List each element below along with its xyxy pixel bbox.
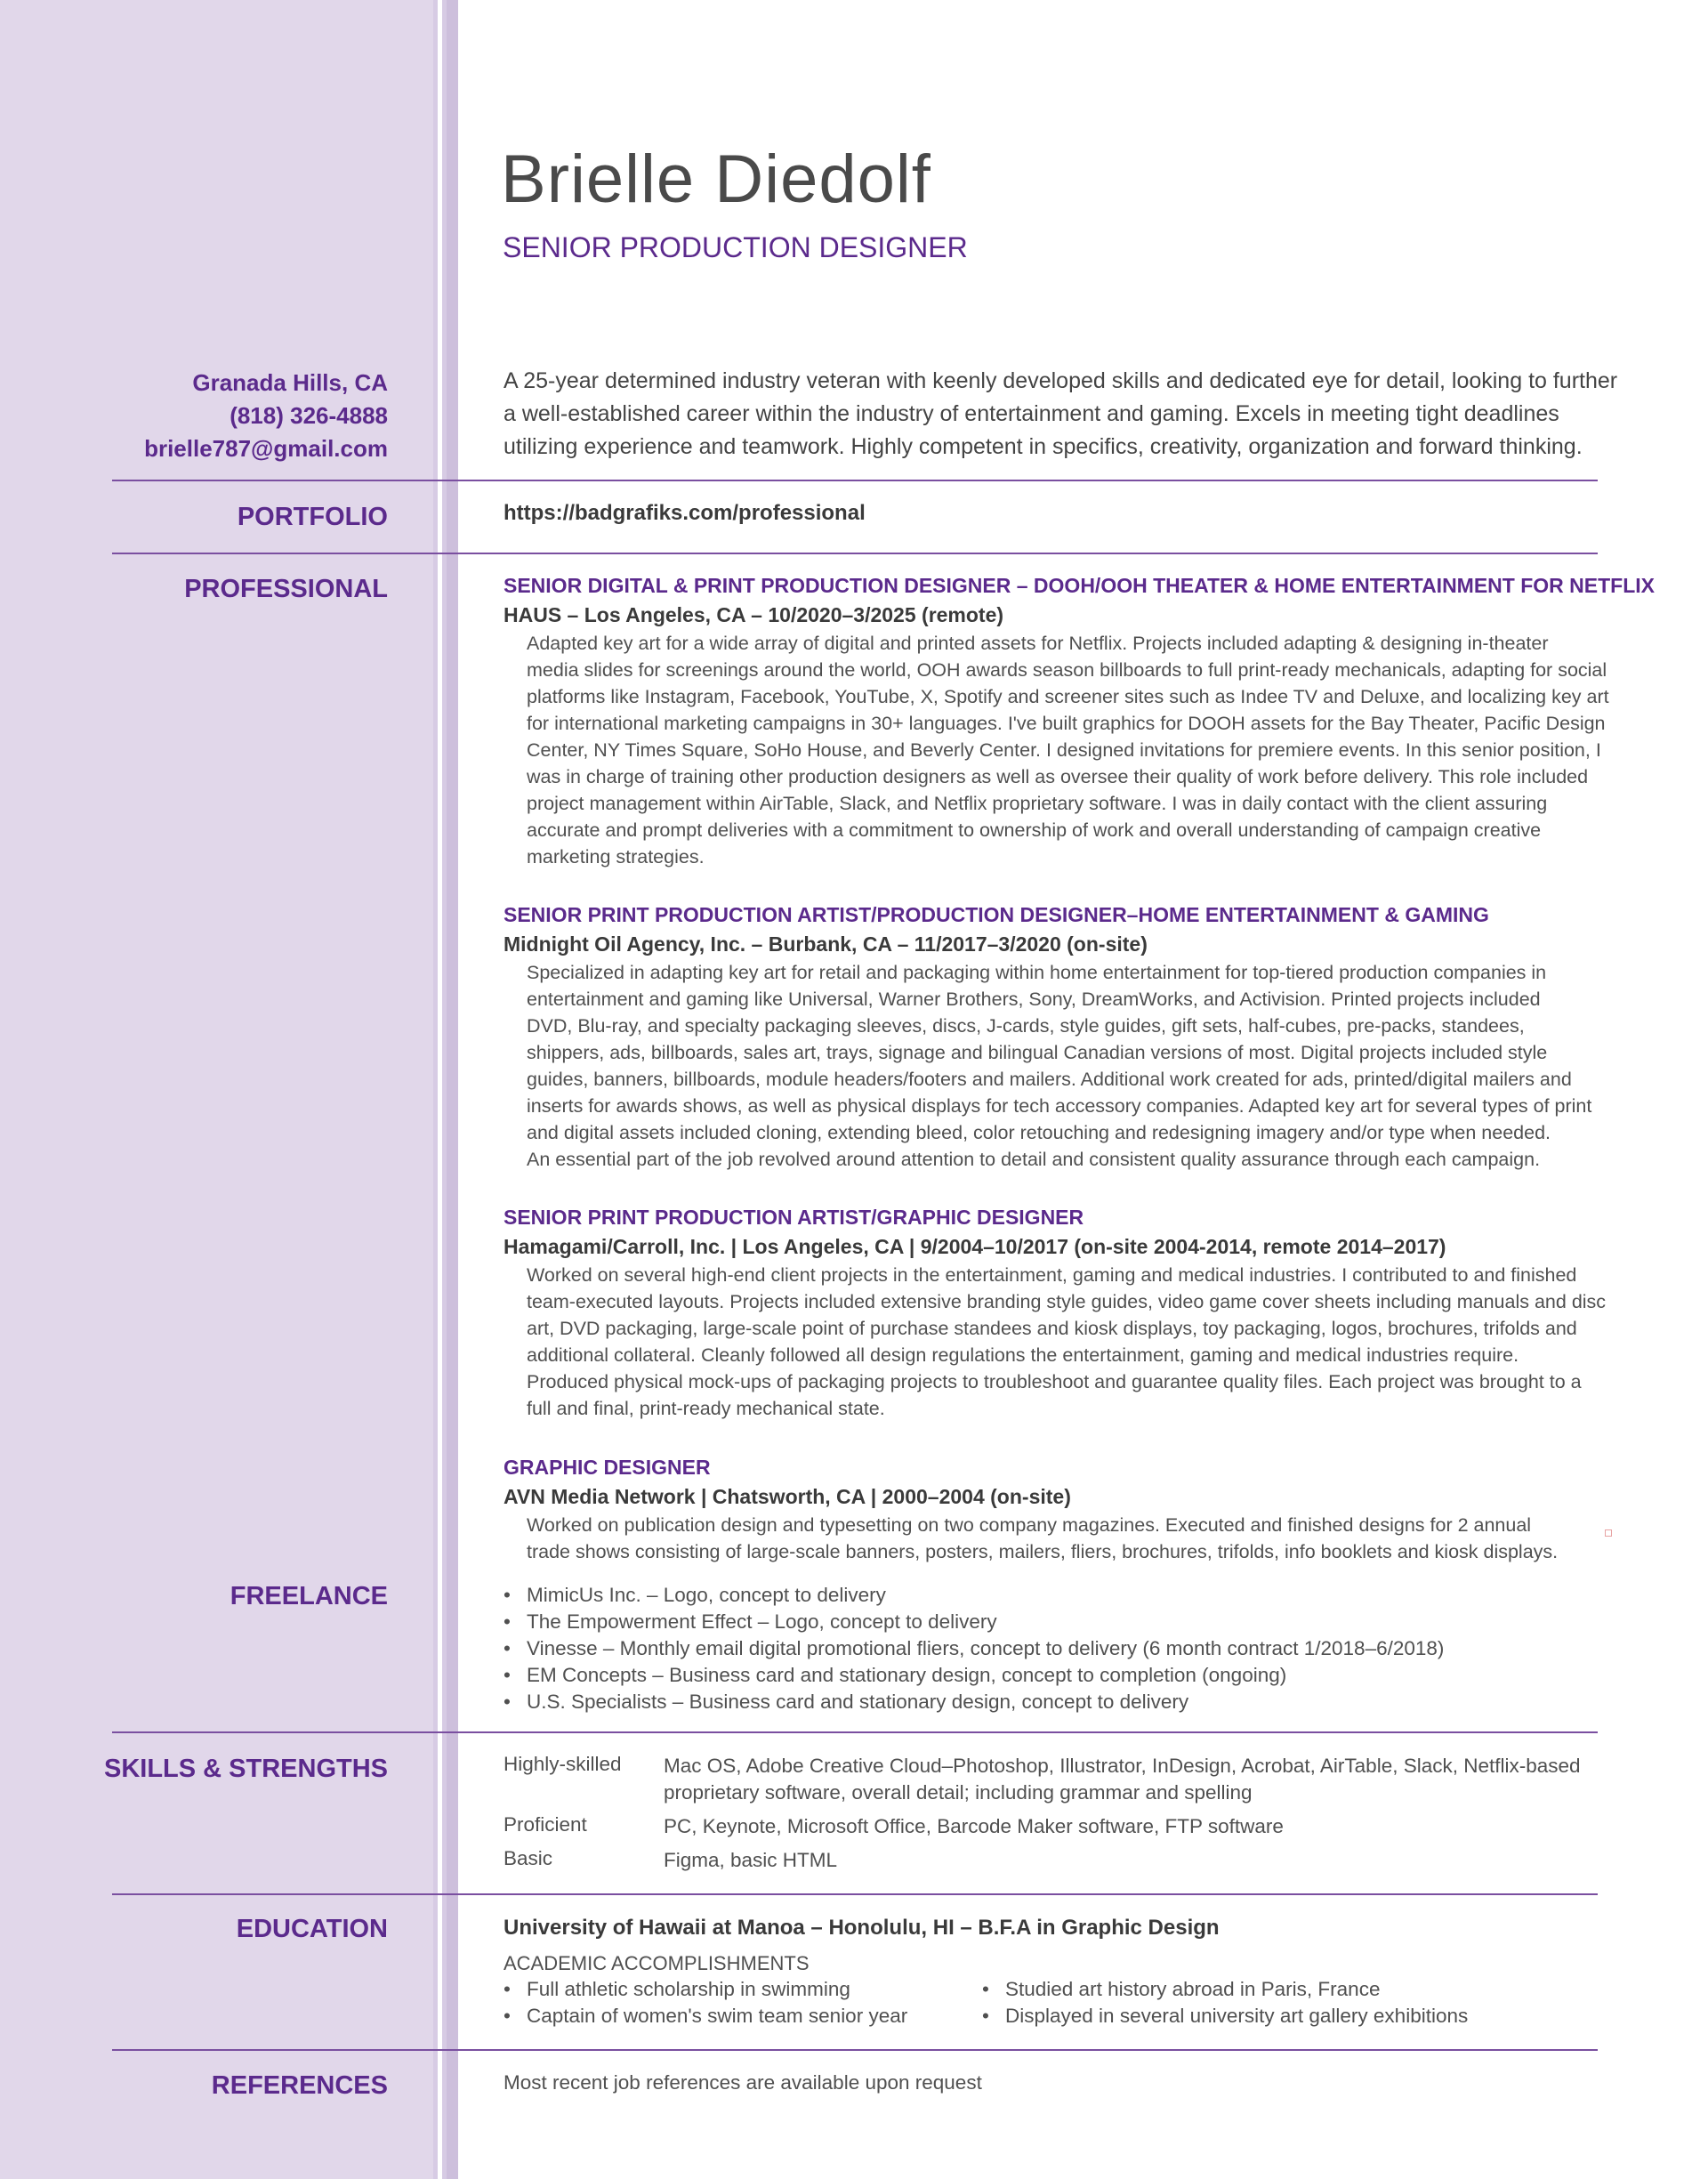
- list-item-text: Vinesse – Monthly email digital promotional fliers, concept to delivery (6 month contract 1/2018–6/2018): [527, 1637, 1445, 1659]
- job-description-line: team-executed layouts. Projects included extensive branding style guides, video game cover sheets including manuals and disc: [527, 1291, 1607, 1312]
- section-divider: [112, 553, 1598, 554]
- portfolio-link[interactable]: https://badgrafiks.com/professional: [504, 501, 866, 525]
- job-company: AVN Media Network | Chatsworth, CA | 2000–2004 (on-site): [504, 1485, 1071, 1508]
- section-label-professional: PROFESSIONAL: [184, 575, 388, 603]
- job-description: [504, 959, 1607, 1173]
- resume-subtitle: SENIOR PRODUCTION DESIGNER: [503, 231, 968, 263]
- job-description: [504, 1512, 1607, 1565]
- list-item-text: The Empowerment Effect – Logo, concept to delivery: [527, 1610, 997, 1633]
- skill-line: Figma, basic HTML: [664, 1849, 838, 1871]
- skill-line: PC, Keynote, Microsoft Office, Barcode Maker software, FTP software: [664, 1815, 1284, 1837]
- job-description-line: platforms like Instagram, Facebook, YouTube, X, Spotify and screener sites such as Indee TV and Deluxe, and localizing key art: [527, 686, 1609, 707]
- job-description-line: Produced physical mock-ups of packaging projects to troubleshoot and guarantee quality files. Each project was brought to a: [527, 1371, 1582, 1392]
- job-description-line: DVD, Blu-ray, and specialty packaging sleeves, discs, J-cards, style guides, gift sets, half-cubes, pre-packs, standees,: [527, 1015, 1525, 1037]
- job-description-line: guides, banners, billboards, module headers/footers and mailers. Additional work created for ads, printed/digital mailers and: [527, 1069, 1572, 1090]
- job-description-line: project management within AirTable, Slack, and Netflix proprietary software. I was in daily contact with the client assuring: [527, 793, 1548, 814]
- job-description-line: An essential part of the job revolved around attention to detail and consistent quality assurance through each campaign.: [527, 1149, 1541, 1170]
- list-item: [504, 1689, 1444, 1715]
- bullet-icon: •: [504, 2005, 511, 2027]
- bullet-icon: •: [504, 1978, 511, 2000]
- list-item: [504, 1582, 1444, 1609]
- bullet-icon: •: [982, 1978, 989, 2000]
- freelance-list: [504, 1582, 1444, 1715]
- section-label-education: EDUCATION: [236, 1915, 388, 1943]
- job-entry: [504, 900, 1607, 1173]
- job-entry: [504, 1453, 1607, 1565]
- job-description: [504, 630, 1607, 870]
- skill-items: [664, 1847, 837, 1874]
- list-item: [504, 1609, 1444, 1635]
- sidebar-background: [0, 0, 433, 2179]
- list-item-text: Displayed in several university art gallery exhibitions: [1005, 2005, 1469, 2027]
- job-description-line: additional collateral. Cleanly followed all design regulations the entertainment, gaming and medical industries require.: [527, 1344, 1519, 1366]
- education-school: University of Hawaii at Manoa – Honolulu, HI – B.F.A in Graphic Design: [504, 1916, 1220, 1940]
- job-description-line: was in charge of training other production designers as well as oversee their quality of work before delivery. This role included: [527, 766, 1589, 787]
- summary-line: utilizing experience and teamwork. Highly competent in specifics, creativity, organization and forward thinking.: [504, 434, 1583, 459]
- education-list-right: [982, 1976, 1468, 2030]
- contact-block: [144, 367, 388, 465]
- list-item-text: Full athletic scholarship in swimming: [527, 1978, 850, 2000]
- section-label-freelance: FREELANCE: [230, 1582, 388, 1610]
- education-subheading: ACADEMIC ACCOMPLISHMENTS: [504, 1952, 810, 1974]
- job-title: GRAPHIC DESIGNER: [504, 1456, 711, 1479]
- section-label-references: REFERENCES: [211, 2071, 388, 2100]
- skill-level: Proficient: [504, 1813, 587, 1836]
- skill-line: Mac OS, Adobe Creative Cloud–Photoshop, Illustrator, InDesign, Acrobat, AirTable, Slack, Netflix-based: [664, 1755, 1581, 1777]
- job-title: SENIOR PRINT PRODUCTION ARTIST/PRODUCTION DESIGNER–HOME ENTERTAINMENT & GAMING: [504, 903, 1489, 926]
- job-company: Hamagami/Carroll, Inc. | Los Angeles, CA | 9/2004–10/2017 (on-site 2004-2014, remote 2014–2017): [504, 1235, 1446, 1258]
- job-description-line: full and final, print-ready mechanical state.: [527, 1398, 885, 1419]
- list-item: [504, 2003, 907, 2030]
- job-company: HAUS – Los Angeles, CA – 10/2020–3/2025 (remote): [504, 603, 1004, 626]
- job-description-line: Worked on publication design and typesetting on two company magazines. Executed and finished designs for 2 annual: [527, 1514, 1532, 1536]
- job-title: SENIOR PRINT PRODUCTION ARTIST/GRAPHIC DESIGNER: [504, 1206, 1084, 1229]
- resume-name: Brielle Diedolf: [501, 141, 931, 217]
- job-description: [504, 1262, 1607, 1422]
- bullet-icon: •: [504, 1691, 511, 1713]
- job-description-line: Specialized in adapting key art for retail and packaging within home entertainment for top-tiered production companies in: [527, 962, 1547, 983]
- bullet-icon: •: [982, 2005, 989, 2027]
- skill-row: [504, 1813, 1581, 1840]
- skill-row: [504, 1847, 1581, 1874]
- job-title: SENIOR DIGITAL & PRINT PRODUCTION DESIGNER – DOOH/OOH THEATER & HOME ENTERTAINMENT FOR NETFLIX: [504, 574, 1655, 597]
- job-description-line: Worked on several high-end client projects in the entertainment, gaming and medical industries. I contributed to and finished: [527, 1264, 1577, 1286]
- list-item: [982, 2003, 1468, 2030]
- contact-email[interactable]: brielle787@gmail.com: [144, 435, 388, 462]
- skill-line: proprietary software, overall detail; including grammar and spelling: [664, 1781, 1253, 1804]
- job-company: Midnight Oil Agency, Inc. – Burbank, CA – 11/2017–3/2020 (on-site): [504, 932, 1148, 956]
- section-divider: [112, 2049, 1598, 2051]
- summary-line: a well-established career within the industry of entertainment and gaming. Excels in meeting tight deadlines: [504, 401, 1559, 426]
- list-item-text: EM Concepts – Business card and stationary design, concept to completion (ongoing): [527, 1664, 1287, 1686]
- skill-items: [664, 1753, 1581, 1806]
- list-item-text: Studied art history abroad in Paris, France: [1005, 1978, 1381, 2000]
- contact-location: Granada Hills, CA: [192, 369, 388, 396]
- job-description-line: and digital assets included cloning, extending bleed, color retouching and redesigning imagery and/or type when needed.: [527, 1122, 1551, 1143]
- job-description-line: Adapted key art for a wide array of digital and printed assets for Netflix. Projects included adapting & designing in-theater: [527, 633, 1549, 654]
- references-text: Most recent job references are available upon request: [504, 2071, 982, 2094]
- job-description-line: art, DVD packaging, large-scale point of purchase standees and kiosk displays, toy packaging, logos, brochures, trifolds and: [527, 1318, 1577, 1339]
- list-item: [504, 1635, 1444, 1662]
- summary-line: A 25-year determined industry veteran with keenly developed skills and dedicated eye for detail, looking to further: [504, 368, 1618, 393]
- skill-items: [664, 1813, 1284, 1840]
- section-divider: [112, 480, 1598, 481]
- contact-phone[interactable]: (818) 326-4888: [230, 402, 388, 429]
- list-item: [982, 1976, 1468, 2003]
- section-label-skills: SKILLS & STRENGTHS: [103, 1755, 388, 1783]
- editor-marker: [1605, 1529, 1612, 1537]
- job-description-line: entertainment and gaming like Universal, Warner Brothers, Sony, DreamWorks, and Activision. Printed projects included: [527, 989, 1541, 1010]
- job-description-line: Center, NY Times Square, SoHo House, and Beverly Center. I designed invitations for premiere events. In this senior position, I: [527, 739, 1601, 761]
- bullet-icon: •: [504, 1610, 511, 1633]
- list-item-text: MimicUs Inc. – Logo, concept to delivery: [527, 1584, 886, 1606]
- list-item-text: U.S. Specialists – Business card and stationary design, concept to delivery: [527, 1691, 1189, 1713]
- list-item: [504, 1976, 907, 2003]
- list-item: [504, 1662, 1444, 1689]
- job-description-line: media slides for screenings around the world, OOH awards season billboards to full print-ready mechanicals, adapting for social: [527, 659, 1607, 681]
- skills-table: [504, 1753, 1581, 1874]
- bullet-icon: •: [504, 1584, 511, 1606]
- section-divider: [112, 1893, 1598, 1895]
- job-description-line: for international marketing campaigns in 30+ languages. I've built graphics for DOOH assets for the Bay Theater, Pacific Design: [527, 713, 1606, 734]
- sidebar-stripe: [447, 0, 458, 2179]
- job-description-line: marketing strategies.: [527, 846, 705, 868]
- list-item-text: Captain of women's swim team senior year: [527, 2005, 908, 2027]
- job-description-line: trade shows consisting of large-scale banners, posters, mailers, fliers, brochures, trifolds, info booklets and kiosk displays.: [527, 1541, 1559, 1562]
- job-entry: [504, 1203, 1607, 1422]
- summary-paragraph: [504, 365, 1633, 464]
- bullet-icon: •: [504, 1637, 511, 1659]
- job-description-line: shippers, ads, billboards, sales art, trays, signage and bilingual Canadian versions of most. Digital projects included style: [527, 1042, 1548, 1063]
- skill-level: Highly-skilled: [504, 1753, 622, 1775]
- job-description-line: accurate and prompt deliveries with a commitment to ownership of work and overall understanding of campaign creative: [527, 819, 1542, 841]
- job-description-line: inserts for awards shows, as well as physical displays for tech accessory companies. Adapted key art for several types of print: [527, 1095, 1592, 1117]
- skill-row: [504, 1753, 1581, 1806]
- sidebar-stripe: [433, 0, 438, 2179]
- job-entry: [504, 571, 1655, 870]
- bullet-icon: •: [504, 1664, 511, 1686]
- education-list-left: [504, 1976, 907, 2030]
- section-label-portfolio: PORTFOLIO: [237, 503, 388, 531]
- section-divider: [112, 1731, 1598, 1733]
- skill-level: Basic: [504, 1847, 553, 1869]
